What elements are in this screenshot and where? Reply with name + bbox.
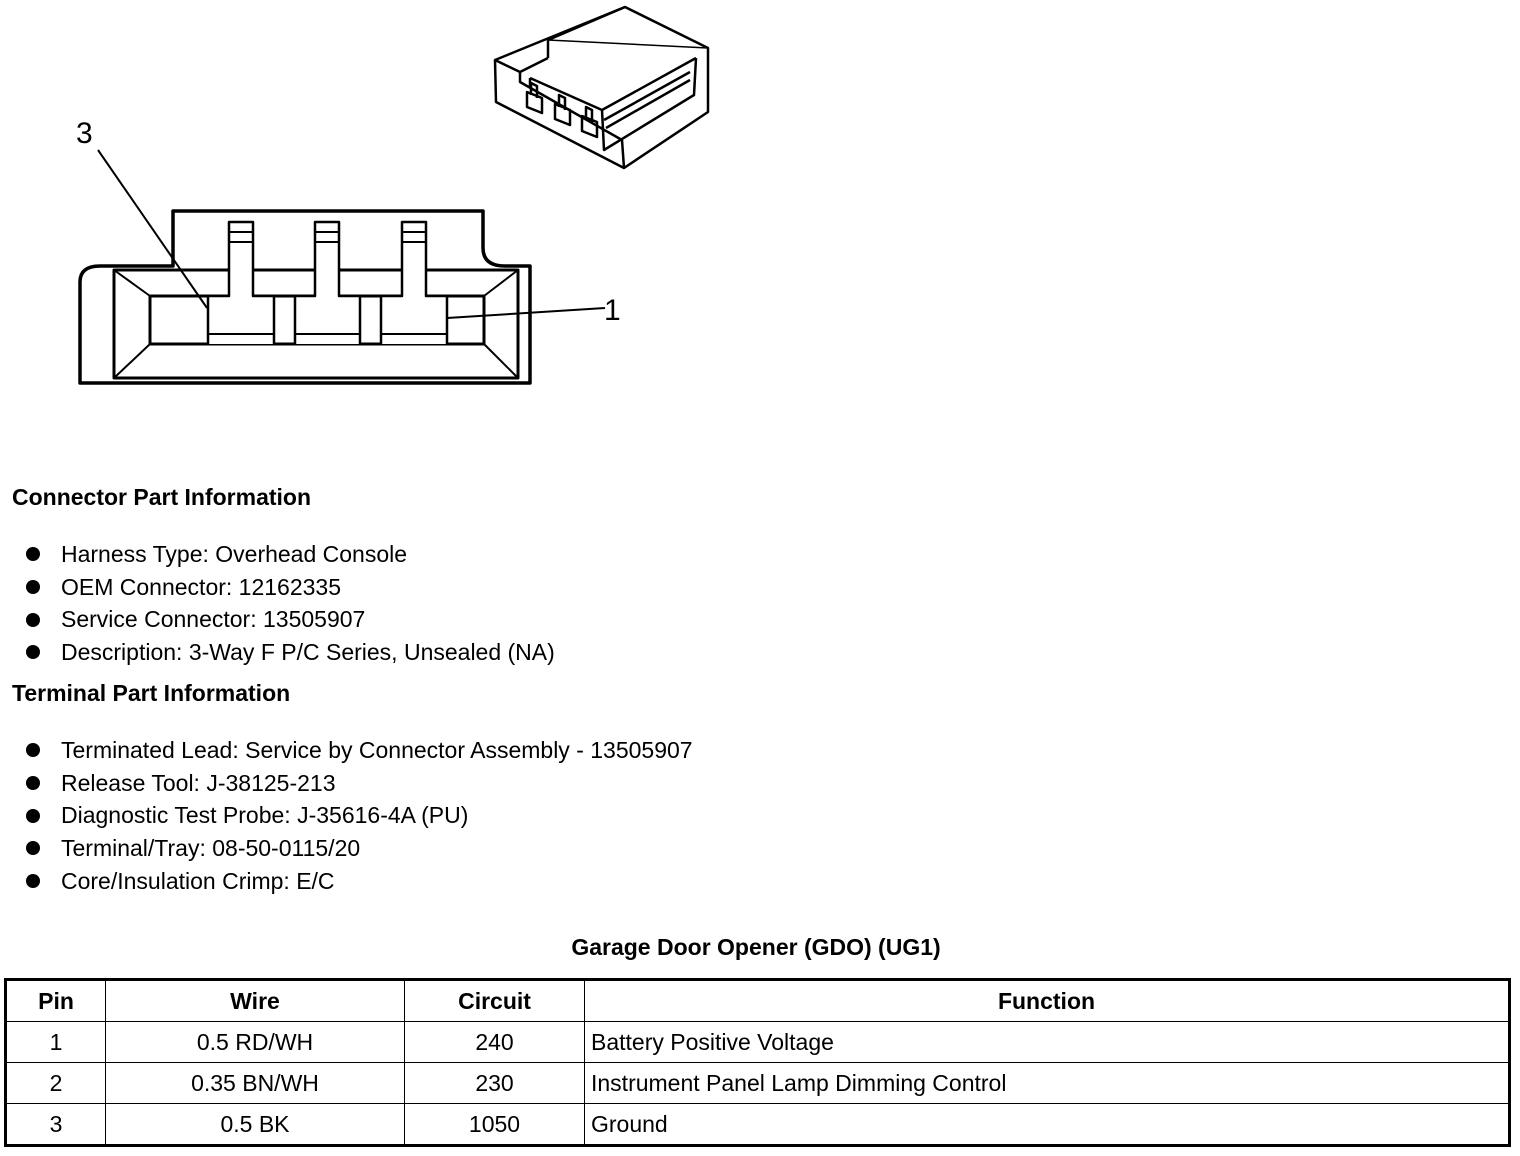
connector-isometric-view [495, 7, 708, 168]
function-cell: Ground [585, 1104, 1510, 1146]
bullet-icon [26, 874, 40, 888]
table-row [6, 1022, 1510, 1063]
bullet-icon [26, 743, 40, 757]
circuit-cell: 240 [405, 1022, 585, 1063]
list-item [26, 832, 693, 865]
column-header-pin: Pin [6, 980, 106, 1022]
table-row [6, 1104, 1510, 1146]
table-header-row [6, 980, 1510, 1022]
list-item [26, 734, 693, 767]
wire-cell: 0.35 BN/WH [106, 1063, 405, 1104]
list-item [26, 767, 693, 800]
column-header-circuit: Circuit [405, 980, 585, 1022]
pin-cell: 1 [6, 1022, 106, 1063]
list-item [26, 571, 555, 604]
list-item-text: Terminated Lead: Service by Connector Assembly - 13505907 [61, 736, 693, 763]
wire-cell: 0.5 BK [106, 1104, 405, 1146]
function-cell: Instrument Panel Lamp Dimming Control [585, 1063, 1510, 1104]
list-item-text: OEM Connector: 12162335 [61, 573, 342, 600]
bullet-icon [26, 580, 40, 594]
bullet-icon [26, 809, 40, 823]
function-cell: Battery Positive Voltage [585, 1022, 1510, 1063]
list-item-text: Description: 3-Way F P/C Series, Unsealed (NA) [61, 638, 555, 665]
circuit-cell: 1050 [405, 1104, 585, 1146]
connector-part-info-list [26, 538, 555, 669]
list-item-text: Service Connector: 13505907 [61, 606, 366, 633]
list-item [26, 538, 555, 571]
wire-cell: 0.5 RD/WH [106, 1022, 405, 1063]
pin-cell: 2 [6, 1063, 106, 1104]
connector-diagram [0, 0, 760, 440]
bullet-icon [26, 841, 40, 855]
list-item-text: Diagnostic Test Probe: J-35616-4A (PU) [61, 802, 469, 829]
list-item [26, 799, 693, 832]
terminal-part-info-list [26, 734, 693, 897]
column-header-function: Function [585, 980, 1510, 1022]
bullet-icon [26, 613, 40, 627]
list-item-text: Release Tool: J-38125-213 [61, 769, 336, 796]
bullet-icon [26, 547, 40, 561]
list-item [26, 603, 555, 636]
pin-1-callout: 1 [604, 294, 621, 327]
connector-front-view [80, 150, 605, 383]
list-item-text: Terminal/Tray: 08-50-0115/20 [61, 834, 361, 861]
table-row [6, 1063, 1510, 1104]
column-header-wire: Wire [106, 980, 405, 1022]
table-title: Garage Door Opener (GDO) (UG1) [571, 934, 941, 960]
list-item [26, 865, 693, 898]
list-item-text: Core/Insulation Crimp: E/C [61, 867, 335, 894]
bullet-icon [26, 776, 40, 790]
circuit-cell: 230 [405, 1063, 585, 1104]
terminal-part-info-heading: Terminal Part Information [12, 680, 291, 706]
list-item [26, 636, 555, 669]
pin-3-callout: 3 [76, 117, 93, 150]
bullet-icon [26, 645, 40, 659]
list-item-text: Harness Type: Overhead Console [61, 540, 408, 567]
pin-cell: 3 [6, 1104, 106, 1146]
connector-part-info-heading: Connector Part Information [12, 484, 312, 510]
pin-table [4, 978, 1511, 1147]
